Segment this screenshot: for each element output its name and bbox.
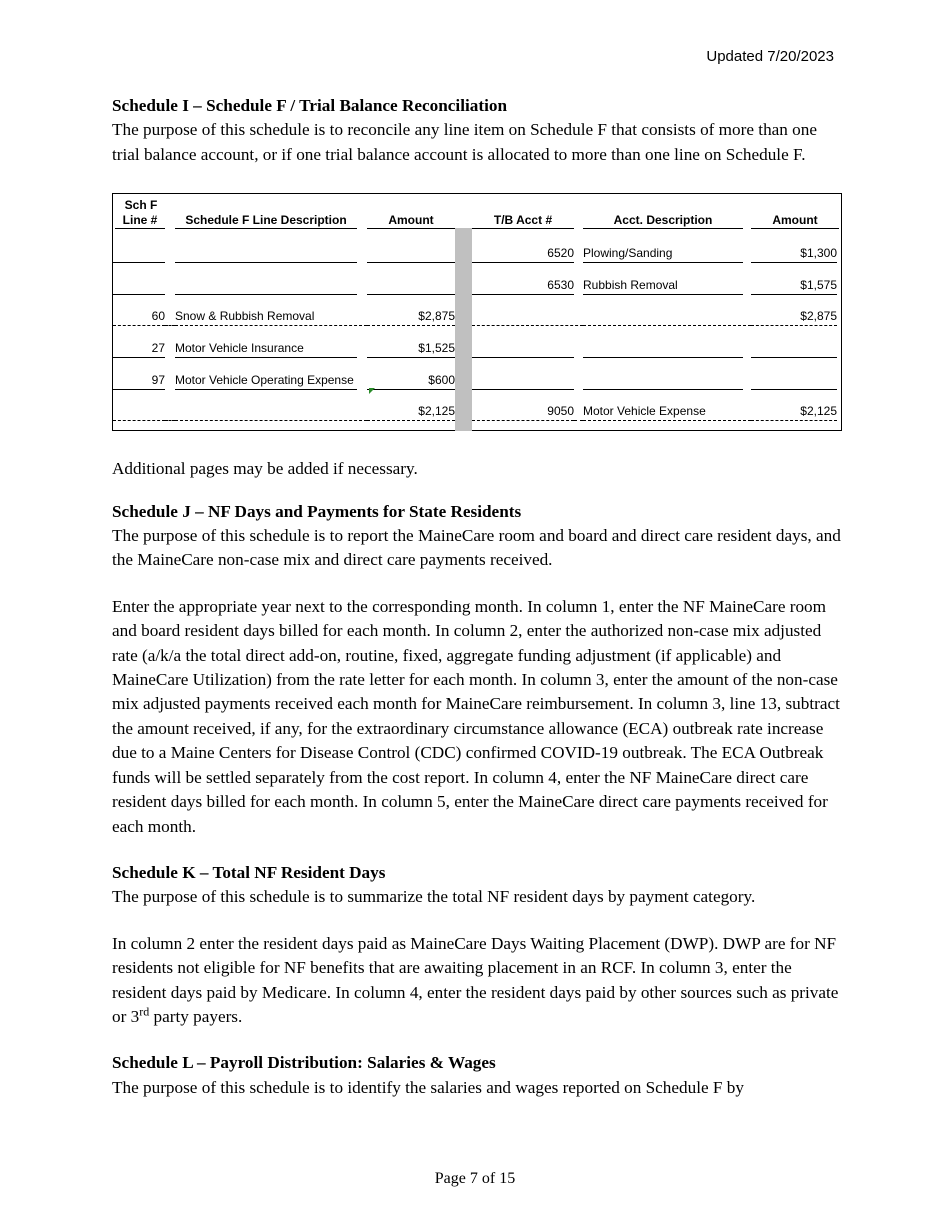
table-row-1-desc	[175, 246, 357, 263]
table-row-4-acct-desc	[583, 341, 743, 358]
table-row-3-desc: Snow & Rubbish Removal	[175, 309, 367, 326]
table-row-1-amount2: $1,300	[751, 246, 837, 263]
table-row-2-line	[113, 278, 165, 295]
header-tb-account: T/B Acct #	[472, 213, 574, 229]
table-row-1-acct-desc: Plowing/Sanding	[583, 246, 743, 263]
additional-pages-note: Additional pages may be added if necessary.	[112, 459, 418, 479]
table-row-6-line	[113, 404, 165, 421]
table-row-3-line: 60	[113, 309, 165, 326]
table-row-5-desc: Motor Vehicle Operating Expense	[175, 373, 357, 390]
table-row-3-gap	[165, 309, 175, 326]
table-row-3-acct-desc	[583, 309, 751, 326]
schedule-j-paragraph-2: Enter the appropriate year next to the corresponding month. In column 1, enter the NF MaineCare room and board resident days billed for each month. In column 2, enter the authorized non-case mix adjusted rate (a/k/a the total direct add-on, routine, fixed, aggregate funding adjustment (if applicable) and MaineCare Utilization) from the rate letter for each month. In column 3, enter the amount of the non-case mix adjusted payments received each month for MaineCare reimbursement. In column 3, line 13, subtract the amount received, if any, for the extraordinary circumstance allowance (ECA) outbreak rate increase due to a Maine Centers for Disease Control (CDC) confirmed COVID-19 outbreak. The ECA Outbreak funds will be settled separately from the cost report. In column 4, enter the NF MaineCare direct care resident days billed for each month. In column 5, enter the MaineCare direct care payments received for each month.	[112, 596, 840, 836]
schedule-l-paragraph-1: The purpose of this schedule is to identify the salaries and wages reported on Schedule F by	[112, 1077, 744, 1097]
table-row-1-amount	[367, 246, 455, 263]
table-row-4-desc: Motor Vehicle Insurance	[175, 341, 357, 358]
table-row-6-gap-2	[574, 404, 583, 421]
header-line-number: Line #	[115, 213, 165, 229]
table-row-3-amount: $2,875	[367, 309, 455, 326]
table-row-2-tb: 6530	[472, 278, 574, 295]
cell-comment-marker	[369, 388, 375, 394]
ordinal-suffix: rd	[139, 1004, 150, 1019]
table-row-4-amount: $1,525	[367, 341, 455, 358]
table-row-5-amount2	[751, 373, 837, 390]
table-row-5-line: 97	[113, 373, 165, 390]
table-row-2-amount	[367, 278, 455, 295]
header-line-top: Sch F	[124, 198, 158, 213]
table-row-4-tb	[472, 341, 574, 358]
header-account-description: Acct. Description	[583, 213, 743, 229]
table-row-6-amount: $2,125	[367, 404, 455, 421]
schedule-k-paragraph-1: The purpose of this schedule is to summarize the total NF resident days by payment category.	[112, 887, 756, 907]
header-line-description: Schedule F Line Description	[175, 213, 357, 229]
reconciliation-table	[112, 193, 842, 431]
table-row-5-acct-desc	[583, 373, 743, 390]
schedule-j-paragraph-1: The purpose of this schedule is to report the MaineCare room and board and direct care resident days, and the MaineCare non-case mix and direct care payments received.	[112, 526, 841, 570]
table-row-6-acct-desc: Motor Vehicle Expense	[583, 404, 751, 421]
table-row-6-gap	[165, 404, 175, 421]
schedule-k-title: Schedule K – Total NF Resident Days	[112, 862, 386, 882]
table-row-5-amount: $600	[367, 373, 455, 390]
schedule-i-body: The purpose of this schedule is to reconcile any line item on Schedule F that consists of more than one trial balance account, or if one trial balance account is allocated to more than one line on Schedule F.	[112, 120, 817, 164]
header-amount-2: Amount	[751, 213, 839, 229]
table-row-4-amount2	[751, 341, 837, 358]
table-row-4-line: 27	[113, 341, 165, 358]
table-row-5-tb	[472, 373, 574, 390]
table-row-6-desc	[175, 404, 367, 421]
schedule-k-paragraph-2-text: In column 2 enter the resident days paid as MaineCare Days Waiting Placement (DWP). DWP are for NF residents not eligible for NF benefits that are awaiting placement in an RCF. In column 3, enter the resident days paid by Medicare. In column 4, enter the resident days paid by other sources such as private or 3	[112, 933, 839, 1026]
separator-column	[455, 228, 472, 431]
schedule-k-paragraph-2-end: party payers.	[149, 1006, 243, 1026]
table-row-2-amount2: $1,575	[751, 278, 837, 295]
page-number: Page 7 of 15	[434, 1170, 516, 1187]
table-row-6-amount2: $2,125	[751, 404, 837, 421]
updated-date: Updated 7/20/2023	[706, 48, 834, 65]
table-row-3-tb	[472, 309, 583, 326]
table-row-1-line	[113, 246, 165, 263]
table-row-2-desc	[175, 278, 357, 295]
table-row-3-amount2: $2,875	[751, 309, 837, 326]
table-row-2-acct-desc: Rubbish Removal	[583, 278, 743, 295]
schedule-l-title: Schedule L – Payroll Distribution: Salaries & Wages	[112, 1053, 496, 1073]
table-row-1-tb: 6520	[472, 246, 574, 263]
table-row-6-tb: 9050	[472, 404, 574, 421]
header-amount: Amount	[367, 213, 455, 229]
schedule-k-paragraph-2	[112, 932, 842, 1030]
document-body	[112, 94, 842, 1100]
schedule-i-title: Schedule I – Schedule F / Trial Balance Reconciliation	[112, 96, 508, 115]
schedule-j-title: Schedule J – NF Days and Payments for State Residents	[112, 501, 522, 521]
